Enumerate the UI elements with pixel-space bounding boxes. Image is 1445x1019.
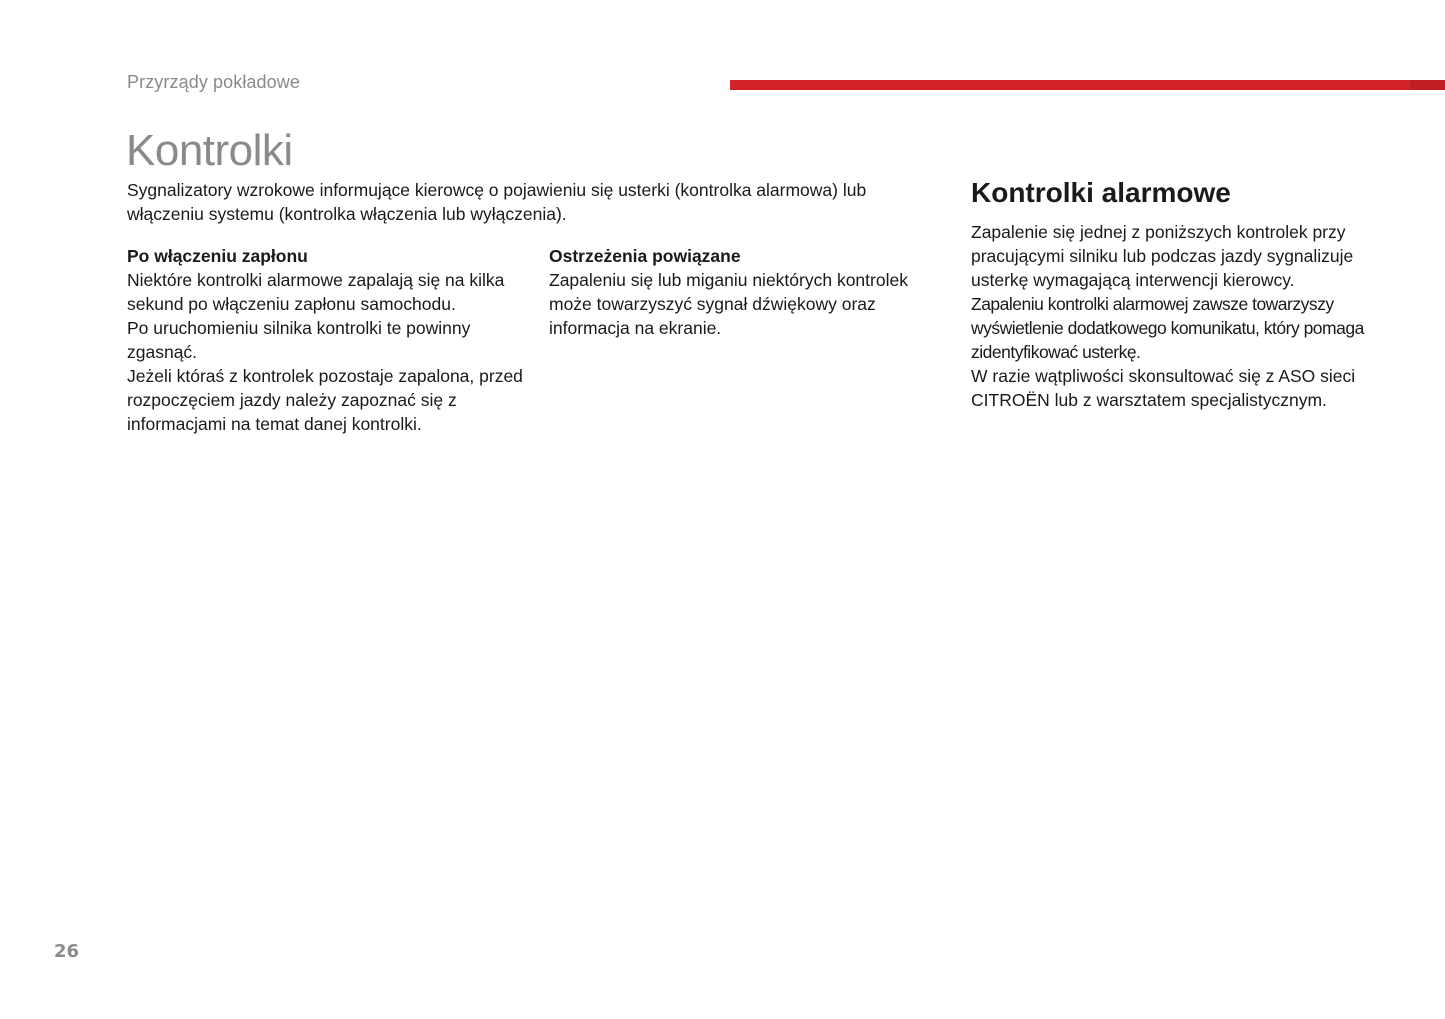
column-ignition-paragraph: Niektóre kontrolki alarmowe zapalają się na kilka sekund po włączeniu zapłonu samochodu. (127, 270, 505, 314)
column-warnings (549, 244, 949, 340)
alarm-section-paragraph: Zapaleniu kontrolki alarmowej zawsze towarzyszy wyświetlenie dodatkowego komunikatu, który pomaga zidentyfikować usterkę. (971, 294, 1364, 362)
column-ignition-paragraph: Po uruchomieniu silnika kontrolki te powinny zgasnąć. (127, 318, 471, 362)
header-accent-bar (730, 80, 1445, 90)
alarm-section-paragraph: W razie wątpliwości skonsultować się z ASO sieci CITROËN lub z warsztatem specjalistycznym. (971, 366, 1356, 410)
column-warnings-heading: Ostrzeżenia powiązane (549, 246, 741, 266)
alarm-section-heading: Kontrolki alarmowe (971, 177, 1231, 208)
alarm-section-paragraph: Zapalenie się jednej z poniższych kontrolek przy pracującymi silniku lub podczas jazdy sygnalizuje usterkę wymagającą interwencji kierowcy. (971, 222, 1354, 290)
column-ignition-paragraph: Jeżeli któraś z kontrolek pozostaje zapalona, przed rozpoczęciem jazdy należy zapoznać się z informacjami na temat danej kontrolki. (127, 366, 523, 434)
column-ignition-heading: Po włączeniu zapłonu (127, 246, 308, 266)
section-label: Przyrządy pokładowe (127, 72, 300, 92)
alarm-section (971, 176, 1371, 412)
intro-paragraph: Sygnalizatory wzrokowe informujące kierowcę o pojawieniu się usterki (kontrolka alarmowa) lub włączeniu systemu (kontrolka włączenia lub wyłączenia). (127, 180, 867, 224)
column-warnings-paragraph: Zapaleniu się lub miganiu niektórych kontrolek może towarzyszyć sygnał dźwiękowy oraz informacja na ekranie. (549, 270, 908, 338)
page-number: 26 (54, 941, 80, 962)
page-title: Kontrolki (126, 126, 293, 175)
column-ignition (127, 244, 527, 436)
header-accent-bar-tip (1410, 80, 1445, 90)
